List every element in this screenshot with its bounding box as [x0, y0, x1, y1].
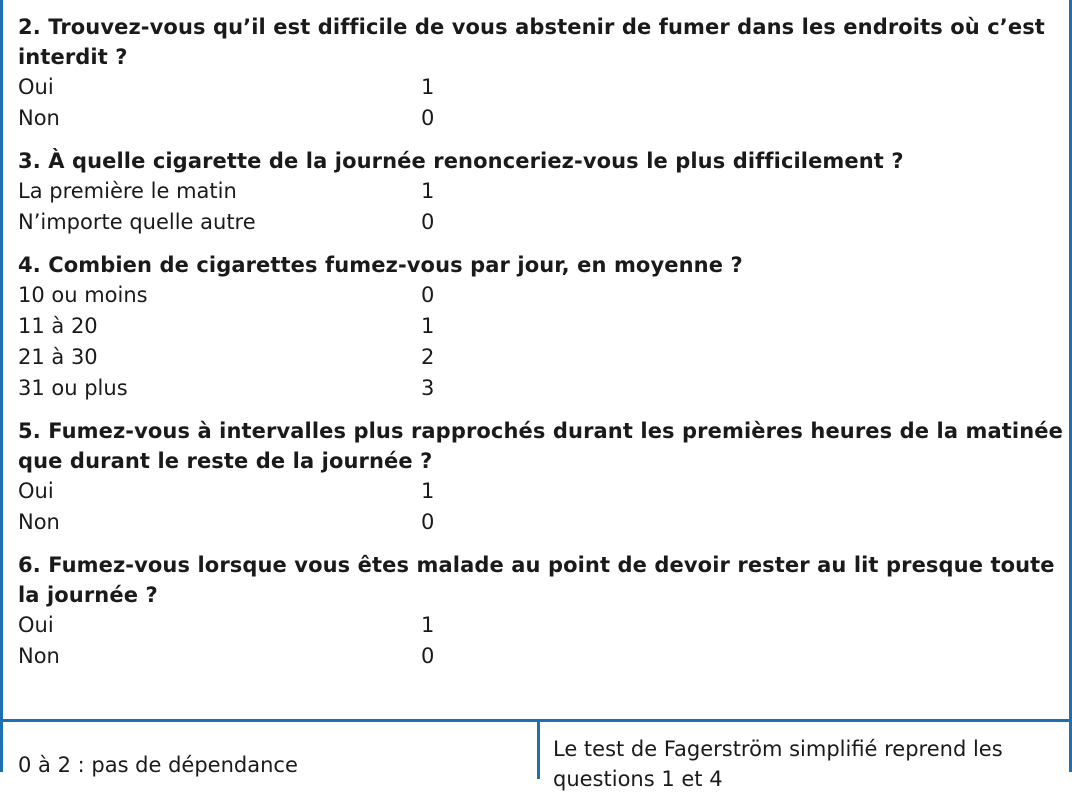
answer-label: Oui [18, 479, 54, 503]
question-block [18, 250, 1063, 404]
answer-score: 0 [421, 283, 435, 307]
answer-option [18, 207, 1063, 238]
answer-option [18, 373, 1063, 404]
question-title: 6. Fumez-vous lorsque vous êtes malade au point de devoir rester au lit presque toute la journée ? [18, 553, 1055, 607]
question-block [18, 146, 1063, 238]
answer-option [18, 610, 1063, 641]
answer-option [18, 72, 1063, 103]
answer-label: Non [18, 106, 60, 130]
answer-label: Oui [18, 613, 54, 637]
answer-option [18, 476, 1063, 507]
answer-option [18, 176, 1063, 207]
answer-option [18, 641, 1063, 672]
question-title: 3. À quelle cigarette de la journée renonceriez-vous le plus difficilement ? [18, 149, 904, 173]
answer-option [18, 507, 1063, 538]
answer-score: 1 [421, 613, 435, 637]
answer-score: 0 [421, 106, 435, 130]
answer-option [18, 280, 1063, 311]
scoring-footer [3, 719, 1072, 791]
answer-score: 0 [421, 510, 435, 534]
score-interpretation: 0 à 2 : pas de dépendance [3, 722, 540, 779]
answer-label: 10 ou moins [18, 283, 148, 307]
question-title: 5. Fumez-vous à intervalles plus rapprochés durant les premières heures de la matinée que durant le reste de la journée ? [18, 419, 1063, 473]
answer-score: 0 [421, 210, 435, 234]
answer-label: Oui [18, 75, 54, 99]
answer-label: 11 à 20 [18, 314, 98, 338]
answer-score: 2 [421, 345, 435, 369]
answer-label: Non [18, 510, 60, 534]
answer-score: 3 [421, 376, 435, 400]
test-note: Le test de Fagerström simplifié reprend les questions 1 et 4 [553, 737, 1003, 791]
questionnaire-body [18, 12, 1063, 684]
answer-label: N’importe quelle autre [18, 210, 256, 234]
answer-label: Non [18, 644, 60, 668]
answer-label: 21 à 30 [18, 345, 98, 369]
answer-score: 1 [421, 75, 435, 99]
question-block [18, 550, 1063, 672]
answer-score: 1 [421, 179, 435, 203]
answer-score: 0 [421, 644, 435, 668]
answer-label: La première le matin [18, 179, 237, 203]
question-block [18, 12, 1063, 134]
question-block [18, 416, 1063, 538]
question-title: 4. Combien de cigarettes fumez-vous par jour, en moyenne ? [18, 253, 743, 277]
answer-option [18, 342, 1063, 373]
answer-score: 1 [421, 479, 435, 503]
question-title: 2. Trouvez-vous qu’il est difficile de vous abstenir de fumer dans les endroits où c’est interdit ? [18, 15, 1045, 69]
answer-option [18, 103, 1063, 134]
answer-label: 31 ou plus [18, 376, 128, 400]
answer-score: 1 [421, 314, 435, 338]
answer-option [18, 311, 1063, 342]
